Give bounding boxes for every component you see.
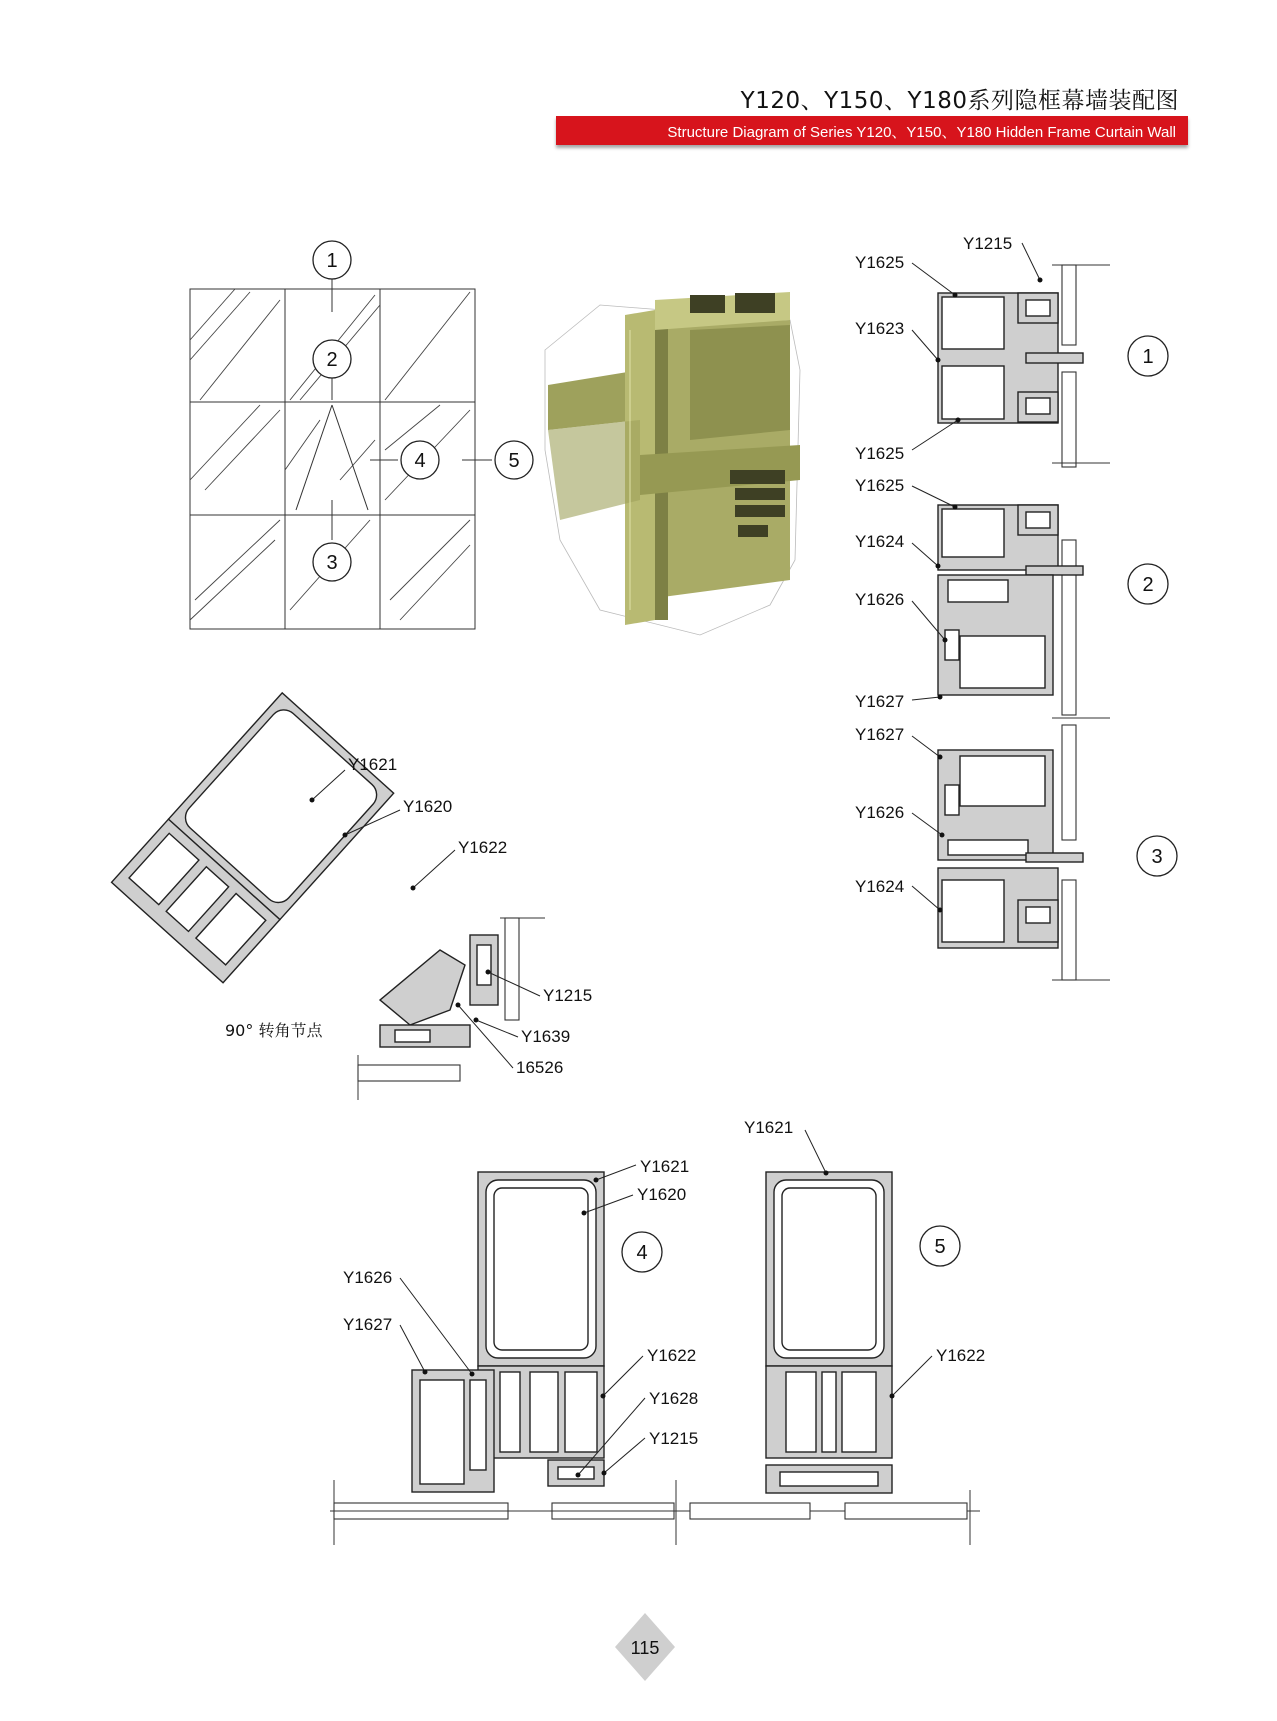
corner-label-y1621: Y1621 (348, 755, 398, 774)
detail4-callout: 4 (636, 1242, 648, 1264)
page-title-en: Structure Diagram of Series Y120、Y150、Y180 Hidden Frame Curtain Wall (667, 124, 1176, 141)
elevation-view (190, 241, 533, 629)
corner-caption: 90° 转角节点 (225, 1021, 323, 1040)
corner-detail (112, 693, 593, 1100)
elevation-callout-4: 4 (414, 450, 426, 472)
section-callout-1: 1 (1142, 346, 1154, 368)
section-label-y1215: Y1215 (963, 234, 1013, 253)
elevation-callout-3: 3 (326, 552, 338, 574)
detail5-callout: 5 (934, 1236, 946, 1258)
elevation-callout-2: 2 (326, 349, 338, 371)
section-label-y1625-a: Y1625 (855, 253, 905, 272)
page-title-cn: Y120、Y150、Y180系列隐框幕墙装配图 (740, 88, 1179, 114)
detail5-label-y1621: Y1621 (744, 1118, 794, 1137)
isometric-render (545, 292, 800, 635)
corner-label-y1622: Y1622 (458, 838, 508, 857)
section-label-y1627-a: Y1627 (855, 692, 905, 711)
section-label-y1625-b: Y1625 (855, 444, 905, 463)
section-callout-2: 2 (1142, 574, 1154, 596)
corner-label-16526: 16526 (516, 1058, 564, 1077)
elevation-callout-5: 5 (508, 450, 520, 472)
page-number-text: 115 (630, 1638, 660, 1658)
section-label-y1627-b: Y1627 (855, 725, 905, 744)
detail4-label-y1626: Y1626 (343, 1268, 393, 1287)
detail4-label-y1620: Y1620 (637, 1185, 687, 1204)
detail4-label-y1621: Y1621 (640, 1157, 690, 1176)
vertical-section (855, 234, 1177, 980)
section-label-y1625-c: Y1625 (855, 476, 905, 495)
detail4-label-y1628: Y1628 (649, 1389, 699, 1408)
elevation-callout-1: 1 (326, 250, 338, 272)
section-label-y1624-b: Y1624 (855, 877, 905, 896)
detail4-label-y1215: Y1215 (649, 1429, 699, 1448)
corner-label-y1620: Y1620 (403, 797, 453, 816)
detail4-label-y1622: Y1622 (647, 1346, 697, 1365)
section-label-y1626-a: Y1626 (855, 590, 905, 609)
corner-label-y1215: Y1215 (543, 986, 593, 1005)
detail-5 (690, 1118, 985, 1545)
section-label-y1624-a: Y1624 (855, 532, 905, 551)
section-label-y1626-b: Y1626 (855, 803, 905, 822)
section-callout-3: 3 (1151, 846, 1163, 868)
corner-label-y1639: Y1639 (521, 1027, 571, 1046)
section-label-y1623: Y1623 (855, 319, 905, 338)
detail4-label-y1627: Y1627 (343, 1315, 393, 1334)
detail5-label-y1622: Y1622 (936, 1346, 986, 1365)
page-number (615, 1613, 675, 1681)
